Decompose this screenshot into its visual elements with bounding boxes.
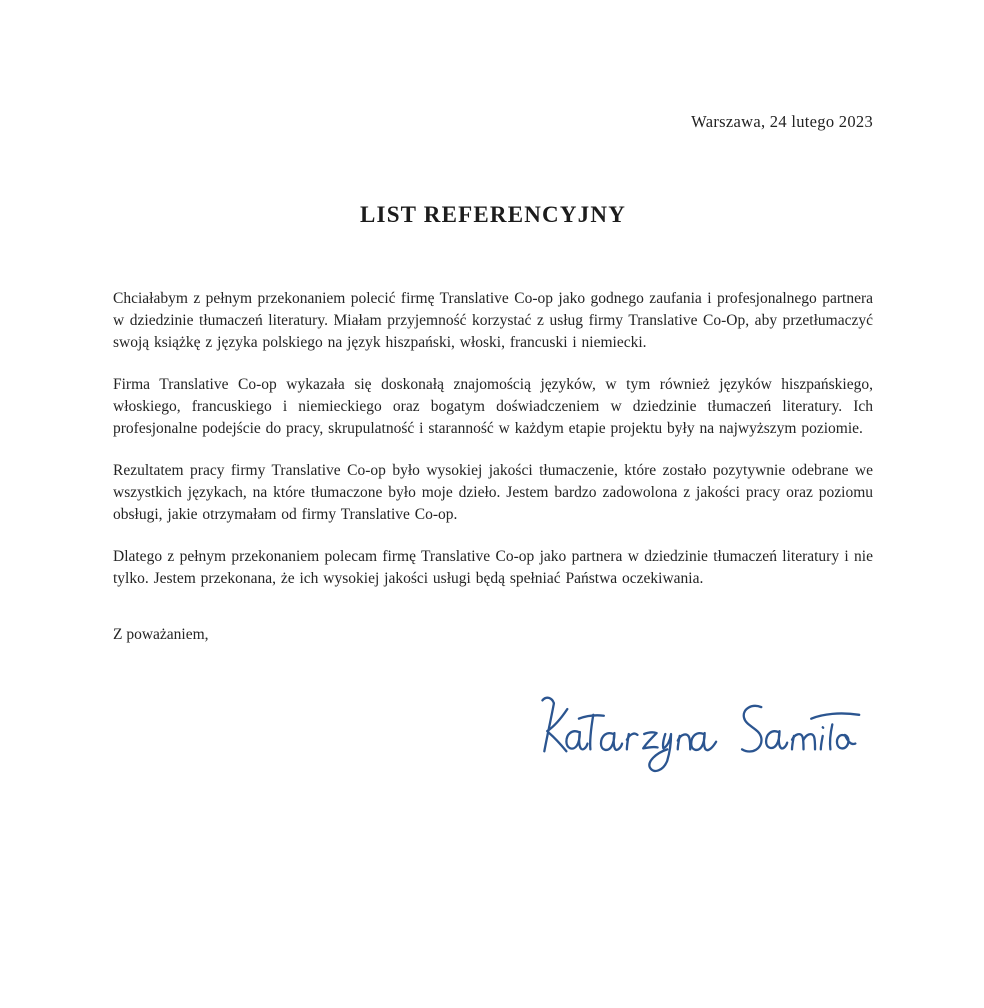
signature-block [113, 686, 873, 782]
paragraph-1: Chciałabym z pełnym przekonaniem polecić firmę Translative Co-op jako godnego zaufania i profesjonalnego partnera w dziedzinie tłumaczeń literatury. Miałam przyjemność korzystać z usług firmy Translative Co-Op, aby przetłumaczyć swoją książkę z języka polskiego na język hiszpański, włoski, francuski i niemiecki. [113, 290, 873, 351]
date-line: Warszawa, 24 lutego 2023 [691, 112, 873, 131]
letter-body [113, 288, 873, 590]
handwritten-signature [519, 686, 873, 782]
closing-salutation: Z poważaniem, [113, 626, 209, 643]
paragraph-3: Rezultatem pracy firmy Translative Co-op było wysokiej jakości tłumaczenie, które zostało pozytywnie odebrane we wszystkich językach, na które tłumaczone było moje dzieło. Jestem bardzo zadowolona z jakości pracy oraz poziomu obsługi, jakie otrzymałam od firmy Translative Co-op. [113, 462, 873, 523]
paragraph-4: Dlatego z pełnym przekonaniem polecam firmę Translative Co-op jako partnera w dziedzinie tłumaczeń literatury i nie tylko. Jestem przekonana, że ich wysokiej jakości usługi będą spełniać Państwa oczekiwania. [113, 548, 873, 587]
letter-title: LIST REFERENCYJNY [360, 202, 626, 227]
signature-ink [542, 698, 859, 771]
paragraph-2: Firma Translative Co-op wykazała się doskonałą znajomością języków, w tym również języków hiszpańskiego, włoskiego, francuskiego i niemieckiego oraz bogatym doświadczeniem w dziedzinie tłumaczeń literatury. Ich profesjonalne podejście do pracy, skrupulatność i staranność w każdym etapie projektu były na najwyższym poziomie. [113, 376, 873, 437]
